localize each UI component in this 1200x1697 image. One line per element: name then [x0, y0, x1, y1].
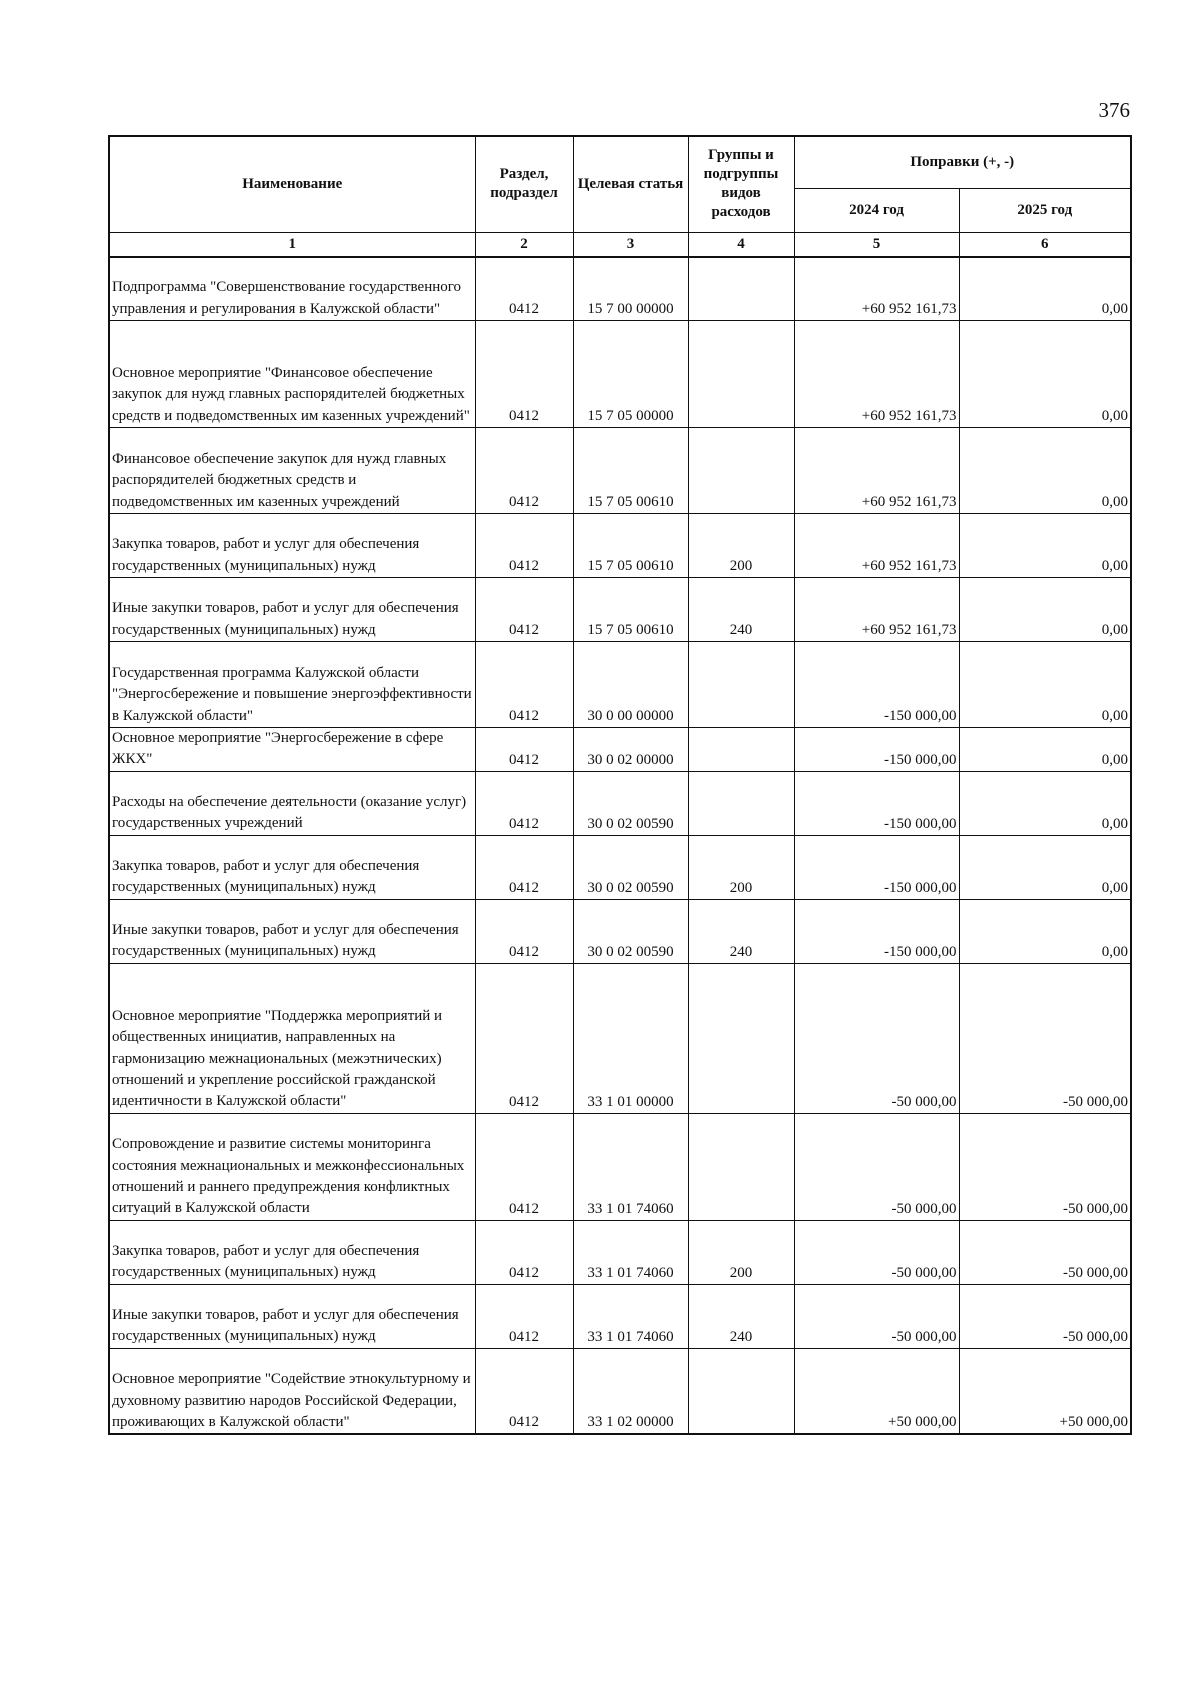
- row-section: 0412: [475, 321, 573, 428]
- row-group: [688, 257, 794, 321]
- row-section: 0412: [475, 1348, 573, 1434]
- table-body: [109, 257, 1131, 1435]
- row-name: Финансовое обеспечение закупок для нужд главных распорядителей бюджетных средств и подведомственных им казенных учреждений: [109, 428, 475, 514]
- col-number: 4: [688, 232, 794, 257]
- row-section: 0412: [475, 771, 573, 835]
- table-row: [109, 1220, 1131, 1284]
- row-section: 0412: [475, 1113, 573, 1220]
- row-target: 15 7 05 00610: [573, 428, 688, 514]
- table-row: [109, 257, 1131, 321]
- row-amount-2025: 0,00: [959, 428, 1131, 514]
- table-row: [109, 514, 1131, 578]
- row-name: Государственная программа Калужской области "Энергосбережение и повышение энергоэффективности в Калужской области": [109, 642, 475, 728]
- col-number: 5: [794, 232, 959, 257]
- row-group: [688, 963, 794, 1113]
- row-amount-2024: +60 952 161,73: [794, 514, 959, 578]
- row-amount-2024: -150 000,00: [794, 728, 959, 772]
- row-name: Подпрограмма "Совершенствование государственного управления и регулирования в Калужской области": [109, 257, 475, 321]
- table-row: [109, 1348, 1131, 1434]
- row-group: [688, 1348, 794, 1434]
- row-amount-2024: -150 000,00: [794, 771, 959, 835]
- row-target: 30 0 02 00590: [573, 899, 688, 963]
- table-row: [109, 728, 1131, 772]
- row-amount-2025: 0,00: [959, 514, 1131, 578]
- header-target: Целевая статья: [573, 136, 688, 232]
- row-group: [688, 642, 794, 728]
- row-amount-2024: +50 000,00: [794, 1348, 959, 1434]
- row-amount-2025: 0,00: [959, 321, 1131, 428]
- row-amount-2024: -150 000,00: [794, 642, 959, 728]
- row-amount-2025: 0,00: [959, 578, 1131, 642]
- row-target: 30 0 02 00000: [573, 728, 688, 772]
- table-row: [109, 835, 1131, 899]
- row-amount-2024: -150 000,00: [794, 835, 959, 899]
- table-row: [109, 899, 1131, 963]
- row-group: 240: [688, 1284, 794, 1348]
- row-amount-2025: -50 000,00: [959, 963, 1131, 1113]
- header-amendments: Поправки (+, -): [794, 136, 1131, 188]
- header-year-2024: 2024 год: [794, 188, 959, 232]
- row-target: 33 1 02 00000: [573, 1348, 688, 1434]
- row-amount-2024: +60 952 161,73: [794, 578, 959, 642]
- row-name: Основное мероприятие "Поддержка мероприятий и общественных инициатив, направленных на гармонизацию межнациональных (межэтнических) отношений и укрепление российской гражданской идентичности в Калужской области": [109, 963, 475, 1113]
- row-section: 0412: [475, 428, 573, 514]
- col-number: 2: [475, 232, 573, 257]
- row-target: 15 7 05 00000: [573, 321, 688, 428]
- row-section: 0412: [475, 728, 573, 772]
- row-group: [688, 728, 794, 772]
- row-target: 30 0 00 00000: [573, 642, 688, 728]
- row-group: [688, 771, 794, 835]
- row-group: 240: [688, 899, 794, 963]
- table-row: [109, 1113, 1131, 1220]
- row-target: 30 0 02 00590: [573, 771, 688, 835]
- row-name: Закупка товаров, работ и услуг для обеспечения государственных (муниципальных) нужд: [109, 514, 475, 578]
- row-section: 0412: [475, 899, 573, 963]
- row-group: [688, 1113, 794, 1220]
- row-amount-2025: +50 000,00: [959, 1348, 1131, 1434]
- row-section: 0412: [475, 514, 573, 578]
- row-name: Иные закупки товаров, работ и услуг для обеспечения государственных (муниципальных) нужд: [109, 1284, 475, 1348]
- row-section: 0412: [475, 642, 573, 728]
- row-group: 200: [688, 514, 794, 578]
- table-row: [109, 578, 1131, 642]
- row-section: 0412: [475, 578, 573, 642]
- row-amount-2024: -50 000,00: [794, 1220, 959, 1284]
- row-name: Закупка товаров, работ и услуг для обеспечения государственных (муниципальных) нужд: [109, 1220, 475, 1284]
- col-number: 6: [959, 232, 1131, 257]
- row-section: 0412: [475, 1284, 573, 1348]
- row-target: 33 1 01 00000: [573, 963, 688, 1113]
- row-amount-2024: +60 952 161,73: [794, 321, 959, 428]
- row-name: Основное мероприятие "Финансовое обеспечение закупок для нужд главных распорядителей бюджетных средств и подведомственных им казенных учреждений": [109, 321, 475, 428]
- row-amount-2024: +60 952 161,73: [794, 428, 959, 514]
- row-name: Основное мероприятие "Энергосбережение в сфере ЖКХ": [109, 728, 475, 772]
- row-group: 200: [688, 835, 794, 899]
- header-year-2025: 2025 год: [959, 188, 1131, 232]
- row-name: Основное мероприятие "Содействие этнокультурному и духовному развитию народов Российской Федерации, проживающих в Калужской области": [109, 1348, 475, 1434]
- header-section: Раздел, подраздел: [475, 136, 573, 232]
- header-name: Наименование: [109, 136, 475, 232]
- row-amount-2025: -50 000,00: [959, 1113, 1131, 1220]
- row-target: 15 7 05 00610: [573, 514, 688, 578]
- row-group: 200: [688, 1220, 794, 1284]
- row-target: 30 0 02 00590: [573, 835, 688, 899]
- row-amount-2025: 0,00: [959, 835, 1131, 899]
- table-row: [109, 1284, 1131, 1348]
- row-amount-2025: 0,00: [959, 899, 1131, 963]
- row-amount-2025: -50 000,00: [959, 1284, 1131, 1348]
- row-name: Иные закупки товаров, работ и услуг для обеспечения государственных (муниципальных) нужд: [109, 578, 475, 642]
- budget-amendments-table: [108, 135, 1132, 1435]
- row-amount-2024: -50 000,00: [794, 1113, 959, 1220]
- col-number: 3: [573, 232, 688, 257]
- row-name: Закупка товаров, работ и услуг для обеспечения государственных (муниципальных) нужд: [109, 835, 475, 899]
- row-target: 33 1 01 74060: [573, 1284, 688, 1348]
- row-name: Иные закупки товаров, работ и услуг для обеспечения государственных (муниципальных) нужд: [109, 899, 475, 963]
- row-target: 33 1 01 74060: [573, 1220, 688, 1284]
- row-name: Сопровождение и развитие системы мониторинга состояния межнациональных и межконфессиональных отношений и раннего предупреждения конфликтных ситуаций в Калужской области: [109, 1113, 475, 1220]
- row-group: 240: [688, 578, 794, 642]
- row-target: 33 1 01 74060: [573, 1113, 688, 1220]
- row-amount-2024: -150 000,00: [794, 899, 959, 963]
- row-amount-2025: 0,00: [959, 728, 1131, 772]
- row-amount-2025: 0,00: [959, 642, 1131, 728]
- row-name: Расходы на обеспечение деятельности (оказание услуг) государственных учреждений: [109, 771, 475, 835]
- page-number: 376: [1098, 98, 1130, 122]
- row-amount-2025: 0,00: [959, 257, 1131, 321]
- row-amount-2025: 0,00: [959, 771, 1131, 835]
- row-group: [688, 428, 794, 514]
- table-row: [109, 771, 1131, 835]
- table-row: [109, 963, 1131, 1113]
- row-amount-2024: -50 000,00: [794, 963, 959, 1113]
- row-section: 0412: [475, 1220, 573, 1284]
- row-section: 0412: [475, 835, 573, 899]
- row-amount-2025: -50 000,00: [959, 1220, 1131, 1284]
- row-section: 0412: [475, 963, 573, 1113]
- table-row: [109, 428, 1131, 514]
- row-amount-2024: +60 952 161,73: [794, 257, 959, 321]
- row-section: 0412: [475, 257, 573, 321]
- row-amount-2024: -50 000,00: [794, 1284, 959, 1348]
- col-number: 1: [109, 232, 475, 257]
- row-target: 15 7 00 00000: [573, 257, 688, 321]
- row-group: [688, 321, 794, 428]
- header-groups: Группы и подгруппы видов расходов: [688, 136, 794, 232]
- table-row: [109, 642, 1131, 728]
- table-row: [109, 321, 1131, 428]
- row-target: 15 7 05 00610: [573, 578, 688, 642]
